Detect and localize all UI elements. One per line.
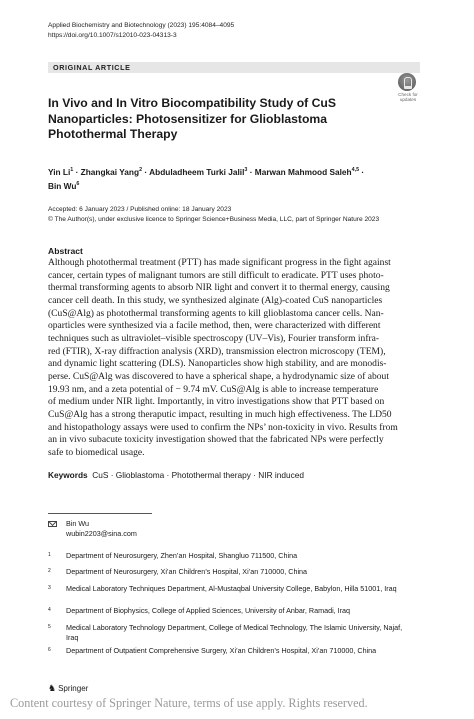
affiliation-number: 1 bbox=[48, 552, 51, 558]
abstract-line: CuS@Alg has a strong theraputic impact, resulting in much high effectiveness. The LD50 bbox=[48, 408, 392, 420]
author-name[interactable]: Yin Li bbox=[48, 166, 71, 177]
author-name[interactable]: Abduladheem Turki Jalil bbox=[149, 166, 245, 177]
publisher-logo bbox=[48, 683, 88, 694]
check-for-updates-badge[interactable] bbox=[394, 73, 422, 103]
affiliation-text: Department of Outpatient Comprehensive Surgery, Xi’an Children’s Hospital, Xi’an 710000, China bbox=[66, 646, 377, 655]
abstract-line: Although photothermal treatment (PTT) has made significant progress in the fight against bbox=[48, 257, 391, 268]
abstract-line: cancer cell death. In this study, we synthesized alginate (Alg)-coated CuS nanoparticles bbox=[48, 294, 383, 306]
abstract-line: and histopathology assays were used to confirm the NPs’ non-toxicity in vivo. Results from bbox=[48, 421, 398, 433]
abstract-line: techniques such as ultraviolet–visible spectroscopy (UV–Vis), Fourier transform infra- bbox=[48, 332, 380, 344]
author-name[interactable]: Bin Wu bbox=[48, 180, 77, 191]
affiliation-number: 6 bbox=[48, 647, 51, 653]
badge-line-1: Check for bbox=[398, 92, 418, 97]
dates-line: Accepted: 6 January 2023 / Published online: 18 January 2023 bbox=[48, 206, 232, 213]
affiliation-number: 4 bbox=[48, 607, 51, 613]
check-for-updates-icon bbox=[398, 73, 416, 91]
abstract-text bbox=[48, 257, 424, 460]
author-name[interactable]: Zhangkai Yang bbox=[80, 166, 140, 177]
publication-dates bbox=[48, 205, 379, 224]
affiliation-number: 5 bbox=[48, 624, 51, 630]
article-type-bar bbox=[48, 62, 420, 73]
keywords bbox=[48, 470, 304, 480]
author-separator: · bbox=[359, 166, 365, 177]
corresponding-author-email[interactable]: wubin2203@sina.com bbox=[66, 529, 137, 538]
author-separator: · bbox=[247, 166, 255, 177]
abstract-line: an in vivo subacute toxicity investigation showed that the fabricated NPs were perfectly bbox=[48, 434, 384, 446]
affiliation-number: 2 bbox=[48, 568, 51, 574]
abstract-line: oparticles were synthesized via a facile method, then, were characterized with different bbox=[48, 320, 381, 332]
abstract-line: safe to biomedical usage. bbox=[48, 446, 145, 458]
affiliation-text: Department of Biophysics, College of Applied Sciences, University of Anbar, Ramadi, Iraq bbox=[66, 606, 351, 615]
author-affiliation-ref: 6 bbox=[76, 180, 80, 187]
journal-citation: Applied Biochemistry and Biotechnology (2023) 195:4084–4095 bbox=[48, 22, 235, 29]
abstract-heading: Abstract bbox=[48, 246, 83, 256]
author-affiliation-ref: 2 bbox=[139, 167, 143, 173]
abstract-line: 19.93 nm, and a zeta potential of − 9.74 mV. CuS@Alg is able to increase temperature bbox=[48, 383, 379, 395]
author-list bbox=[48, 164, 438, 192]
publisher-name: Springer bbox=[58, 684, 89, 693]
badge-line-2: updates bbox=[399, 97, 417, 102]
check-for-updates-text bbox=[394, 92, 422, 102]
keywords-list: CuS · Glioblastoma · Photothermal therapy · NIR induced bbox=[92, 470, 304, 480]
article-type-label: ORIGINAL ARTICLE bbox=[53, 63, 131, 72]
springer-horse-icon: ♞ bbox=[48, 683, 57, 693]
affiliation-number: 3 bbox=[48, 585, 51, 591]
author-affiliation-ref: 1 bbox=[70, 167, 74, 173]
affiliation-text: Medical Laboratory Techniques Department, Al-Mustaqbal University College, Babylon, Hilla 51001, Iraq bbox=[66, 584, 397, 593]
author-separator: · bbox=[73, 166, 81, 177]
affiliation-text: Medical Laboratory Technology Department, College of Medical Technology, The Islamic University, Najaf, Iraq bbox=[66, 623, 403, 642]
abstract-line: and dynamic light scattering (DLS). Nanoparticles show high stability, and are monodis- bbox=[48, 358, 387, 370]
journal-meta bbox=[48, 21, 234, 41]
corresponding-author-name: Bin Wu bbox=[66, 519, 90, 528]
footnote-divider bbox=[48, 513, 152, 514]
author-affiliation-ref: 3 bbox=[244, 167, 248, 173]
author-name[interactable]: Marwan Mahmood Saleh bbox=[254, 166, 352, 177]
abstract-line: thermal transforming agents to absorb NIR light and convert it to thermal energy, causing bbox=[48, 282, 390, 294]
article-title: In Vivo and In Vitro Biocompatibility Study of CuS Nanoparticles: Photosensitizer for Glioblastoma Photothermal Therapy bbox=[48, 96, 337, 141]
abstract-line: (CuS@Alg) as photothermal transforming agents to kill glioblastoma cancer cells. Nan- bbox=[48, 307, 384, 319]
abstract-line: red (FTIR), X-ray diffraction analysis (XRD), transmission electron microscopy (TEM), bbox=[48, 345, 386, 357]
doi-link[interactable]: https://doi.org/10.1007/s12010-023-04313-3 bbox=[48, 32, 177, 39]
copyright-line: © The Author(s), under exclusive licence to Springer Science+Business Media, LLC, part of Springer Nature 2023 bbox=[48, 215, 380, 223]
abstract-line: cancer, certain types of malignant tumors are still difficult to eradicate. PTT uses photo- bbox=[48, 269, 384, 281]
author-separator: · bbox=[142, 166, 150, 177]
courtesy-watermark: Content courtesy of Springer Nature, terms of use apply. Rights reserved. bbox=[10, 696, 368, 710]
abstract-line: perse. CuS@Alg was discovered to have a spherical shape, a hydrodynamic size of about bbox=[48, 370, 389, 382]
author-affiliation-ref: 4,5 bbox=[351, 167, 360, 173]
abstract-line: of medium under NIR light. Importantly, in vitro investigations show that PTT based on bbox=[48, 396, 385, 408]
envelope-icon bbox=[48, 521, 57, 527]
affiliation-text: Department of Neurosurgery, Xi’an Children’s Hospital, Xi’an 710000, China bbox=[66, 567, 308, 576]
keywords-label: Keywords bbox=[48, 470, 88, 480]
affiliation-text: Department of Neurosurgery, Zhen’an Hospital, Shangluo 711500, China bbox=[66, 551, 298, 560]
